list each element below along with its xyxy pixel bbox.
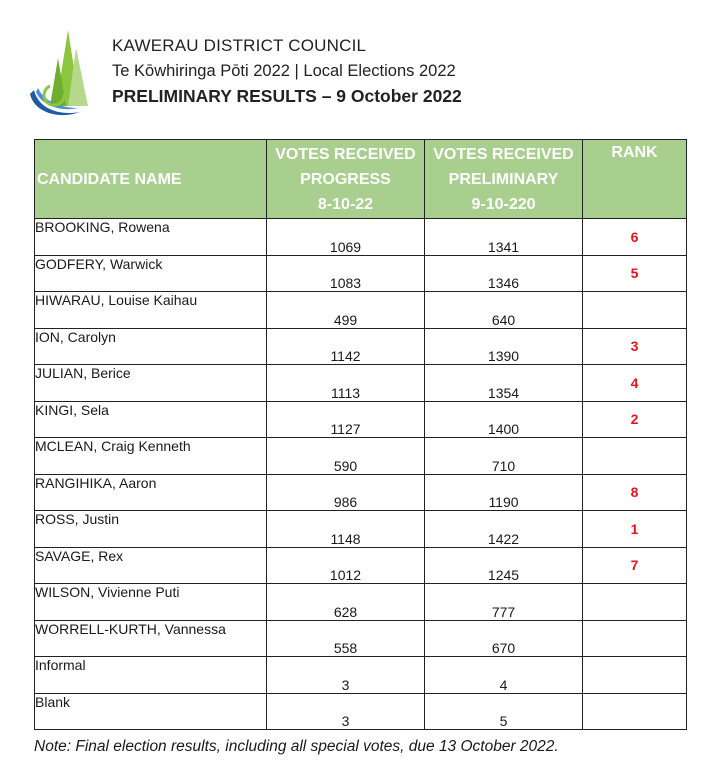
rank-value: 7 [583, 547, 687, 584]
column-header-rank: RANK [583, 140, 687, 219]
preliminary-votes: 1190 [425, 474, 583, 511]
table-row [35, 693, 687, 730]
preliminary-votes: 1245 [425, 547, 583, 584]
table-row [35, 584, 687, 621]
candidate-name: WILSON, Vivienne Puti [35, 584, 267, 621]
preliminary-votes: 777 [425, 584, 583, 621]
rank-value: 3 [583, 328, 687, 365]
table-row [35, 657, 687, 694]
progress-header-line-3: 8-10-22 [317, 195, 374, 213]
candidate-name: SAVAGE, Rex [35, 547, 267, 584]
progress-votes: 3 [267, 693, 425, 730]
progress-votes: 1012 [267, 547, 425, 584]
preliminary-votes: 1341 [425, 219, 583, 256]
preliminary-votes: 5 [425, 693, 583, 730]
table-row [35, 620, 687, 657]
footnote: Note: Final election results, including all special votes, due 13 October 2022. [34, 738, 559, 755]
table-row [35, 328, 687, 365]
table-header-row [35, 140, 687, 219]
column-header-candidate-name: CANDIDATE NAME [35, 140, 267, 219]
preliminary-votes: 1354 [425, 365, 583, 402]
progress-votes: 1083 [267, 255, 425, 292]
preliminary-header-line-2: PRELIMINARY [448, 170, 559, 188]
results-table [34, 139, 687, 730]
council-name: KAWERAU DISTRICT COUNCIL [112, 36, 367, 55]
candidate-name: RANGIHIKA, Aaron [35, 474, 267, 511]
table-row [35, 511, 687, 548]
preliminary-votes: 670 [425, 620, 583, 657]
table-row [35, 292, 687, 329]
progress-votes: 1127 [267, 401, 425, 438]
table-row [35, 255, 687, 292]
preliminary-votes: 640 [425, 292, 583, 329]
progress-votes: 1142 [267, 328, 425, 365]
candidate-name: ION, Carolyn [35, 328, 267, 365]
table-row [35, 474, 687, 511]
progress-header-line-2: PROGRESS [300, 170, 391, 188]
candidate-name: ROSS, Justin [35, 511, 267, 548]
rank-value [583, 584, 687, 621]
column-header-progress [267, 140, 425, 219]
rank-value [583, 657, 687, 694]
rank-value [583, 438, 687, 475]
preliminary-votes: 1422 [425, 511, 583, 548]
preliminary-votes: 4 [425, 657, 583, 694]
preliminary-header-line-3: 9-10-220 [471, 195, 536, 213]
progress-header-line-1: VOTES RECEIVED [275, 145, 416, 163]
preliminary-votes: 710 [425, 438, 583, 475]
rank-value [583, 620, 687, 657]
progress-votes: 1148 [267, 511, 425, 548]
preliminary-header-line-1: VOTES RECEIVED [433, 145, 574, 163]
rank-value: 6 [583, 219, 687, 256]
rank-value: 4 [583, 365, 687, 402]
progress-votes: 3 [267, 657, 425, 694]
progress-votes: 499 [267, 292, 425, 329]
rank-value: 1 [583, 511, 687, 548]
candidate-name: HIWARAU, Louise Kaihau [35, 292, 267, 329]
council-logo [28, 28, 100, 120]
table-row [35, 547, 687, 584]
progress-votes: 1113 [267, 365, 425, 402]
candidate-name: WORRELL-KURTH, Vannessa [35, 620, 267, 657]
election-subtitle: Te Kōwhiringa Pōti 2022 | Local Elections 2022 [112, 62, 456, 80]
rank-value: 2 [583, 401, 687, 438]
rank-value: 8 [583, 474, 687, 511]
document-header [112, 36, 462, 107]
rank-value [583, 292, 687, 329]
table-row [35, 438, 687, 475]
progress-votes: 986 [267, 474, 425, 511]
table-row [35, 219, 687, 256]
progress-votes: 628 [267, 584, 425, 621]
candidate-name: GODFERY, Warwick [35, 255, 267, 292]
candidate-name: Informal [35, 657, 267, 694]
results-title: PRELIMINARY RESULTS – 9 October 2022 [112, 86, 462, 106]
preliminary-votes: 1346 [425, 255, 583, 292]
rank-value: 5 [583, 255, 687, 292]
column-header-preliminary [425, 140, 583, 219]
candidate-name: MCLEAN, Craig Kenneth [35, 438, 267, 475]
preliminary-votes: 1390 [425, 328, 583, 365]
candidate-name: JULIAN, Berice [35, 365, 267, 402]
progress-votes: 558 [267, 620, 425, 657]
candidate-name: BROOKING, Rowena [35, 219, 267, 256]
table-row [35, 365, 687, 402]
candidate-name: KINGI, Sela [35, 401, 267, 438]
rank-value [583, 693, 687, 730]
preliminary-votes: 1400 [425, 401, 583, 438]
table-row [35, 401, 687, 438]
candidate-name: Blank [35, 693, 267, 730]
progress-votes: 590 [267, 438, 425, 475]
progress-votes: 1069 [267, 219, 425, 256]
